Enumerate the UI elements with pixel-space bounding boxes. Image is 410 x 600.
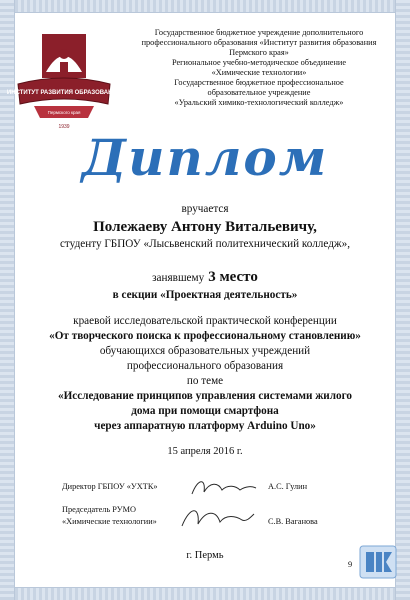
header-line: Региональное учебно-методическое объединение [171,58,347,67]
logo-text: ИНСТИТУТ РАЗВИТИЯ ОБРАЗОВАНИЯ [6,90,122,96]
director-name: А.С. Гулин [268,482,308,491]
chair-role-1: Председатель РУМО [62,505,136,514]
conf-line-1: краевой исследовательской практической конференции [73,315,337,327]
header-line: образовательное учреждение [207,88,311,97]
header-line: профессионального образования «Институт развития образования [141,38,377,47]
college-emblem [358,542,398,582]
director-role: Директор ГБПОУ «УХТК» [62,482,158,491]
place-value: 3 место [208,269,258,285]
header-line: Государственное бюджетное профессиональное [174,78,344,87]
header-line: Пермского края» [229,48,289,57]
awarded-text: вручается [181,203,229,215]
header-line: «Уральский химико-технологический колледж» [174,98,344,107]
took-prefix: занявшему [152,272,205,284]
city: г. Пермь [186,550,224,561]
chair-name: С.В. Ваганова [268,517,318,526]
section-line: в секции «Проектная деятельность» [112,289,298,301]
topic-intro: по теме [186,375,224,387]
student-of: студенту ГБПОУ «Лысьвенский политехнический колледж», [59,238,351,250]
topic-line-2: дома при помощи смартфона [131,405,279,417]
institute-logo [6,32,122,132]
conf-line-3: обучающихся образовательных учреждений [99,345,311,357]
header-line: «Химические технологии» [211,68,307,77]
issuer-header [128,28,390,108]
chair-role-2: «Химические технологии» [62,517,157,526]
header-line: Государственное бюджетное учреждение дополнительного [154,28,364,37]
logo-subtext: Пермского края [47,110,81,115]
diploma-title: Диплом [81,128,329,187]
topic-line-1: «Исследование принципов управления системами жилого [57,390,353,402]
issue-date: 15 апреля 2016 г. [167,446,243,457]
logo-year: 1939 [58,124,70,130]
conf-line-4: профессионального образования [126,360,284,372]
topic-line-3: через аппаратную платформу Arduino Uno» [94,420,316,432]
chair-signature [176,500,256,534]
page-mark: 9 [348,560,353,569]
director-signature [188,474,258,502]
border-top [0,0,410,13]
place-line [0,268,410,286]
border-bottom [0,587,410,600]
conf-line-2: «От творческого поиска к профессиональному становлению» [49,330,361,342]
recipient-name: Полежаеву Антону Витальевичу, [93,219,317,235]
